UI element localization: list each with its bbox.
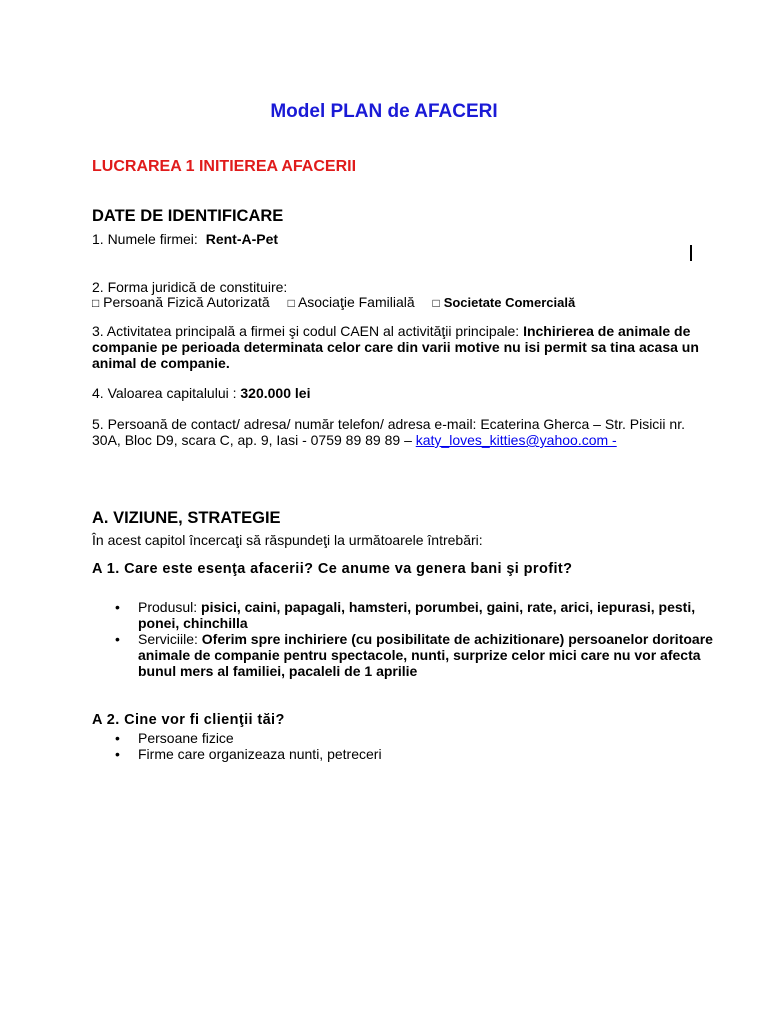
capital-line	[92, 385, 310, 401]
list-item: • Produsul: pisici, caini, papagali, hamsteri, porumbei, gaini, rate, arici, iepurasi, pesti, ponei, chinchilla	[92, 599, 717, 631]
document-title: Model PLAN de AFACERI	[270, 101, 498, 122]
contact-email-link[interactable]: katy_loves_kitties@yahoo.com -	[415, 432, 617, 448]
activity-label: 3. Activitatea principală a firmei şi codul CAEN al activităţii principale:	[92, 323, 520, 339]
contact-label: 5. Persoană de contact/ adresa/ număr telefon/ adresa e-mail:	[92, 416, 477, 432]
list-item: • Firme care organizeaza nunti, petreceri	[92, 746, 717, 762]
checkbox-icon: □	[287, 296, 295, 310]
legal-form-option-af[interactable]: □ Asociaţie Familială	[287, 294, 415, 310]
a2-list	[92, 730, 717, 762]
list-item: • Serviciile: Oferim spre inchiriere (cu posibilitate de achizitionare) persoanelor doritoare animale de companie pentru spectacole, nunti, surprize celor mici care nu vor afecta bunul mers al familiei, pacaleli de 1 aprilie	[92, 631, 717, 679]
legal-form-option-pfa[interactable]: □ Persoană Fizică Autorizată	[92, 294, 270, 310]
contact-value: Ecaterina Gherca – Str. Pisicii nr. 30A, Bloc D9, scara C, ap. 9, Iasi - 0759 89 89 89 –	[92, 416, 685, 448]
legal-form-options	[92, 294, 575, 310]
text-cursor-mark	[690, 245, 692, 261]
activity-paragraph	[92, 323, 717, 371]
section-title-initiation: LUCRAREA 1 INITIEREA AFACERII	[92, 158, 357, 175]
firm-name-value: Rent-A-Pet	[205, 231, 279, 247]
capital-label: 4. Valoarea capitalului :	[92, 385, 237, 401]
capital-value: 320.000 lei	[240, 385, 311, 401]
vision-heading: A. VIZIUNE, STRATEGIE	[92, 509, 281, 527]
checkbox-icon: □	[92, 296, 100, 310]
activity-value: Inchirierea de animale de companie pe perioada determinata celor care din varii motive nu isi permit sa tina acasa un animal de companie.	[92, 323, 699, 371]
contact-paragraph	[92, 416, 717, 448]
firm-name-line	[92, 231, 278, 247]
a1-list	[92, 599, 717, 679]
list-item: • Persoane fizice	[92, 730, 717, 746]
legal-form-option-sc[interactable]: □ Societate Comercială	[432, 295, 576, 310]
identification-heading: DATE DE IDENTIFICARE	[92, 207, 284, 225]
firm-name-label: 1. Numele firmei:	[92, 231, 198, 247]
checkbox-icon: □	[432, 296, 440, 310]
question-a2: A 2. Cine vor fi clienţii tăi?	[92, 712, 285, 728]
legal-form-label: 2. Forma juridică de constituire:	[92, 279, 288, 295]
question-a1: A 1. Care este esenţa afacerii? Ce anume va genera bani şi profit?	[92, 561, 573, 577]
vision-intro: În acest capitol încercaţi să răspundeţi la următoarele întrebări:	[92, 532, 483, 548]
